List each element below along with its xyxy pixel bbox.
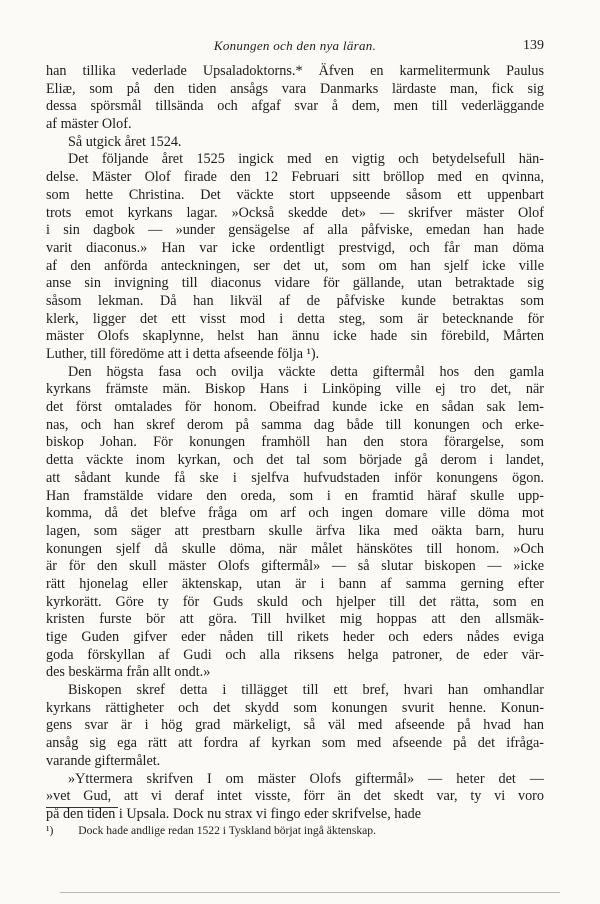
paragraph-p5	[46, 682, 544, 770]
text-line: Han framstälde vidare den oreda, som i en framtid häraf skulle upp-	[46, 487, 544, 504]
text-line: på den tiden i Upsala. Dock nu strax vi fingo eder skrifvelse, hade	[46, 805, 422, 822]
text-line: trots emot kyrkans lagar. »Också skedde det» — skrifver mäster Olof	[46, 204, 544, 221]
running-title: Konungen och den nya läran.	[213, 38, 377, 53]
text-line: nas, och han skref derom på samma dag både till konungen och erke-	[46, 416, 544, 433]
text-line: Luther, till föredöme att i detta afseende följa ¹).	[46, 346, 320, 362]
footnote-text: Dock hade andlige redan 1522 i Tyskland börjat ingå äktenskap.	[78, 824, 377, 837]
text-line: des beskärma från allt ondt.»	[46, 664, 211, 681]
text-line: han tillika vederlade Upsaladoktorns.* Äfven en karmelitermunk Paulus	[46, 63, 544, 79]
text-line: kyrkans främste män. Biskop Hans i Linköping ville ej tro det, när	[46, 381, 544, 398]
text-line: klerk, ligger det ett visst mod i detta steg, som är betecknande för	[46, 310, 544, 327]
paragraph-p2	[46, 134, 544, 152]
paragraph-p1	[46, 63, 544, 134]
text-line: af den anförda anteckningen, ser det ut, som om han sjelf icke ville	[46, 257, 544, 274]
text-line: anse sin invigning till diaconus vidare för gällande, utan betraktade sig	[46, 275, 544, 292]
paragraph-p6	[46, 771, 544, 824]
text-line: Biskopen skref detta i tillägget till ett bref, hvari han omhandlar	[68, 682, 544, 699]
text-line: biskop Johan. För konungen framhöll han den stora förargelse, som	[46, 434, 544, 451]
text-line: Så utgick året 1524.	[68, 133, 182, 150]
text-line: lagen, som säger att prestbarn skulle ärfva lika med oäkta barn, huru	[46, 522, 544, 539]
text-line: detta väckte inom kyrkan, och det tal som började gå derom i landet,	[46, 452, 544, 469]
text-line: Eliæ, som på den tiden ansågs vara Danmarks lärdaste man, fick sig	[46, 80, 544, 97]
text-line: varit diaconus.» Han var icke ordentligt prestvigd, och får man döma	[46, 239, 544, 256]
footnote-marker: ¹)	[46, 824, 54, 837]
text-line: kristen furste bör att göra. Till hvilket mig hoppas att den allsmäk-	[46, 611, 544, 628]
text-line: mäster Olofs skaplynne, helst han ännu icke hade sin förebild, Mårten	[46, 328, 544, 345]
text-line: tige Guden gifver eder nåden till rikets heder och eders nådes eviga	[46, 629, 544, 645]
text-line: som hette Christina. Det väckte stort uppseende såsom ett uppenbart	[46, 186, 544, 203]
text-line: Den högsta fasa och ovilja väckte detta giftermål hos den gamla	[68, 363, 544, 380]
text-line: att sådant kunde få ske i sjelfva hufvudstaden inför konungens ögon.	[46, 469, 544, 486]
text-line: det först omtalades för honom. Obeifrad kunde icke en sådan sak lem-	[46, 399, 544, 416]
text-line: »Yttermera skrifven I om mäster Olofs giftermål» — heter det —	[68, 770, 544, 787]
page-bottom-edge	[60, 892, 560, 893]
text-line: i sin dagbok — »under gensägelse af alla påfviske, emedan han hade	[46, 222, 544, 239]
text-line: komma, då det blefve fråga om arf och ingen domare ville döma mot	[46, 505, 544, 522]
paragraph-p3	[46, 151, 544, 363]
text-line: ansåg sig ega rätt att fordra af kyrkan som med afseende på det ifråga-	[46, 735, 544, 752]
text-line: rätt hjonelag eller äktenskap, utan är i bann af samma gerning efter	[46, 575, 544, 592]
text-line: dessa spörsmål tillsända och afgaf svar å dem, men till vederläggande	[46, 98, 544, 115]
text-line: konungen sjelf då skulle döma, när målet hänskötes till honom. »Och	[46, 540, 544, 557]
text-line: goda förskyllan af Gudi och alla riksens helga patroner, de eder vär-	[46, 646, 544, 663]
text-line: gens svar är i hög grad märkeligt, så väl med afseende på hvad han	[46, 717, 544, 734]
paragraph-p4	[46, 364, 544, 682]
page-number: 139	[523, 38, 544, 53]
text-line: är för den skull mäster Olofs giftermål» — så slutar biskopen — »icke	[46, 558, 544, 575]
body-text	[46, 63, 544, 824]
page-header	[46, 38, 544, 60]
text-line: varande giftermålet.	[46, 752, 161, 769]
text-line: kyrkans rättigheter och det skydd som konungen svurit henne. Konun-	[46, 699, 544, 716]
text-line: Det följande året 1525 ingick med en vigtig och betydelsefull hän-	[68, 151, 544, 168]
footnote	[46, 823, 544, 838]
text-line: delse. Mäster Olof firade den 12 Februari sitt bröllop med en qvinna,	[46, 169, 544, 186]
footnote-separator	[46, 807, 118, 808]
text-line: »vet Gud, att vi deraf intet visste, förr än det skedt var, ty vi voro	[46, 788, 544, 805]
text-line: af mäster Olof.	[46, 116, 132, 133]
text-line: såsom lekman. Då han likväl af de påfviske kunde betraktas som	[46, 292, 544, 309]
text-line: kyrkorätt. Göre ty för Guds skuld och hjelper till det rätta, som en	[46, 593, 544, 610]
